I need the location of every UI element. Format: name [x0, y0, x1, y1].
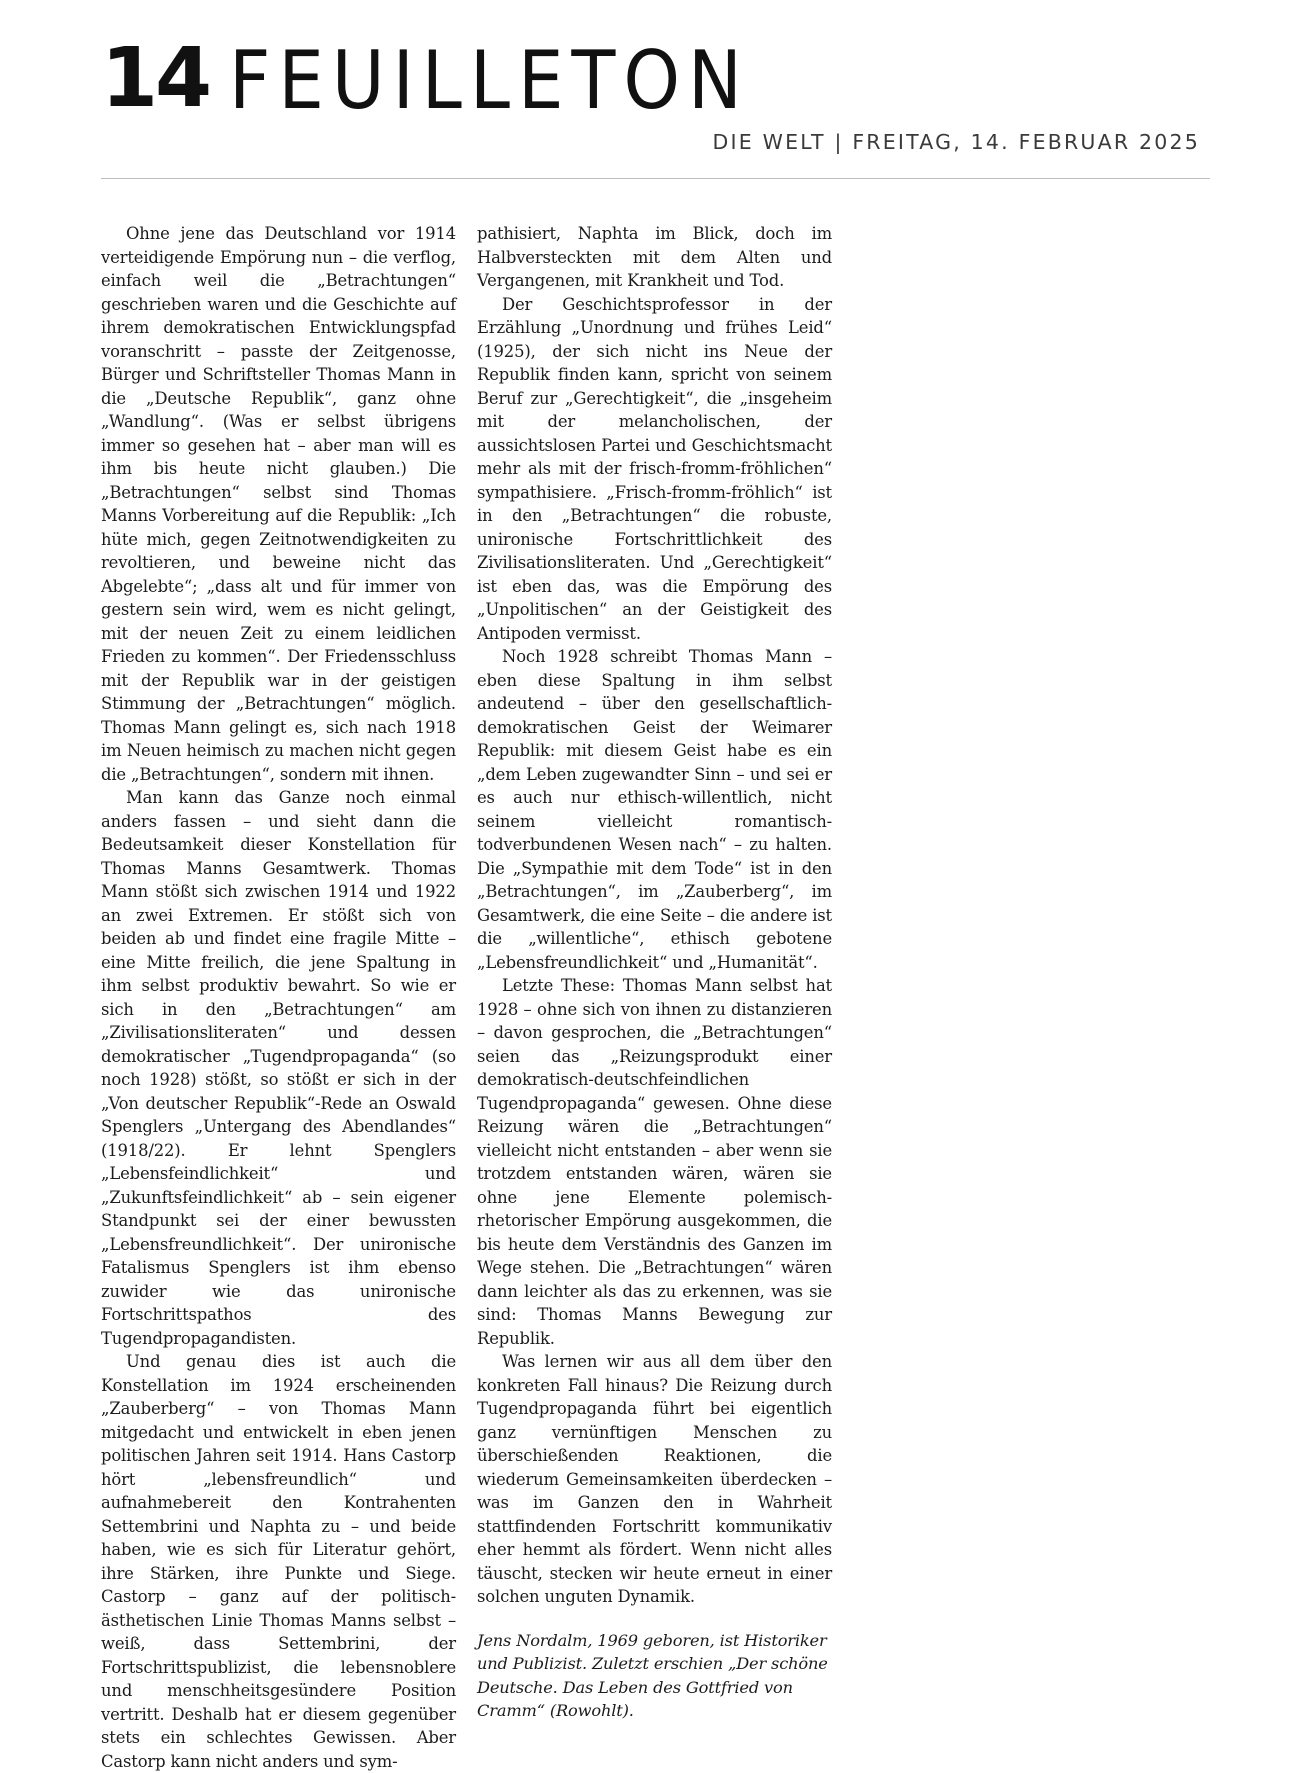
paragraph: Was lernen wir aus all dem über den konkreten Fall hinaus? Die Reizung durch Tugendpropaganda führt bei eigentlich ganz vernünftigen Menschen zu überschießenden Reaktionen, die wiederum Gemeinsamkeiten überdecken – was im Ganzen den in Wahrheit stattfindenden Fortschritt kommunikativ eher hemmt als fördert. Wenn nicht alles täuscht, stecken wir heute erneut in einer solchen unguten Dynamik.: [477, 1352, 832, 1606]
header-divider: [101, 178, 1210, 179]
article-column-left: [101, 222, 456, 1773]
paragraph: Noch 1928 schreibt Thomas Mann – eben diese Spaltung in ihm selbst andeutend – über den gesellschaftlich-demokratischen Geist der Weimarer Republik: mit diesem Geist habe es ein „dem Leben zugewandter Sinn – und sei er es auch nur ethisch-willentlich, nicht seinem vielleicht romantisch-todverbundenen Wesen nach“ – zu halten. Die „Sympathie mit dem Tode“ ist in den „Betrachtungen“, im „Zauberberg“, im Gesamtwerk, die eine Seite – die andere ist die „willentliche“, ethisch gebotene „Lebensfreundlichkeit“ und „Humanität“.: [477, 647, 832, 972]
dateline: DIE WELT | FREITAG, 14. FEBRUAR 2025: [712, 130, 1200, 154]
page-number: 14: [101, 31, 210, 126]
paragraph: Ohne jene das Deutschland vor 1914 verteidigende Empörung nun – die verflog, einfach weil die „Betrachtungen“ geschrieben waren und die Geschichte auf ihrem demokratischen Entwicklungspfad voranschritt – passte der Zeitgenosse, Bürger und Schriftsteller Thomas Mann in die „Deutsche Republik“, ganz ohne „Wandlung“. (Was er selbst übrigens immer so gesehen hat – aber man will es ihm bis heute nicht glauben.) Die „Betrachtungen“ selbst sind Thomas Manns Vorbereitung auf die Republik: „Ich hüte mich, gegen Zeitnotwendigkeiten zu revoltieren, und beweine nicht das Abgelebte“; „dass alt und für immer von gestern sein wird, wem es nicht gelingt, mit der neuen Zeit zu einem leidlichen Frieden zu kommen“. Der Friedensschluss mit der Republik war in der geistigen Stimmung der „Betrachtungen“ möglich. Thomas Mann gelingt es, sich nach 1918 im Neuen heimisch zu machen nicht gegen die „Betrachtungen“, sondern mit ihnen.: [101, 224, 456, 784]
paragraph: Und genau dies ist auch die Konstellation im 1924 erscheinenden „Zauberberg“ – von Thomas Mann mitgedacht und entwickelt in eben jenen politischen Jahren seit 1914. Hans Castorp hört „lebensfreundlich“ und aufnahmebereit den Kontrahenten Settembrini und Naphta zu – und beide haben, wie es sich für Literatur gehört, ihre Stärken, ihre Punkte und Siege. Castorp – ganz auf der politisch-ästhetischen Linie Thomas Manns selbst – weiß, dass Settembrini, der Fortschrittspublizist, die lebensnoblere und menschheitsgesündere Position vertritt. Deshalb hat er diesem gegenüber stets ein schlechtes Gewissen. Aber Castorp kann nicht anders und sym-: [101, 1352, 456, 1771]
article-column-right: [477, 222, 832, 1723]
author-bio: Jens Nordalm, 1969 geboren, ist Historiker und Publizist. Zuletzt erschien „Der schöne Deutsche. Das Leben des Gottfried von Cramm“ (Rowohlt).: [477, 1630, 828, 1720]
paragraph: Man kann das Ganze noch einmal anders fassen – und sieht dann die Bedeutsamkeit dieser Konstellation für Thomas Manns Gesamtwerk. Thomas Mann stößt sich zwischen 1914 und 1922 an zwei Extremen. Er stößt sich von beiden ab und findet eine fragile Mitte – eine Mitte freilich, die jene Spaltung in ihm selbst produktiv bewahrt. So wie er sich in den „Betrachtungen“ am „Zivilisationsliteraten“ und dessen demokratischer „Tugendpropaganda“ (so noch 1928) stößt, so stößt er sich in der „Von deutscher Republik“-Rede an Oswald Spenglers „Untergang des Abendlandes“ (1918/22). Er lehnt Spenglers „Lebensfeindlichkeit“ und „Zukunftsfeindlichkeit“ ab – sein eigener Standpunkt sei der einer bewussten „Lebensfreundlichkeit“. Der unironische Fatalismus Spenglers ist ihm ebenso zuwider wie das unironische Fortschrittspathos des Tugendpropagandisten.: [101, 788, 456, 1348]
paragraph: pathisiert, Naphta im Blick, doch im Halbversteckten mit dem Alten und Vergangenen, mit Krankheit und Tod.: [477, 224, 832, 290]
section-title: FEUILLETON: [229, 34, 750, 127]
paragraph: Der Geschichtsprofessor in der Erzählung „Unordnung und frühes Leid“ (1925), der sich nicht ins Neue der Republik finden kann, spricht von seinem Beruf zur „Gerechtigkeit“, die „insgeheim mit der melancholischen, der aussichtslosen Partei und Geschichtsmacht mehr als mit der frisch-fromm-fröhlichen“ sympathisiere. „Frisch-fromm-fröhlich“ ist in den „Betrachtungen“ die robuste, unironische Fortschrittlichkeit des Zivilisationsliteraten. Und „Gerechtigkeit“ ist eben das, was die Empörung des „Unpolitischen“ an der Geistigkeit des Antipoden vermisst.: [477, 294, 832, 643]
paragraph: Letzte These: Thomas Mann selbst hat 1928 – ohne sich von ihnen zu distanzieren – davon gesprochen, die „Betrachtungen“ seien das „Reizungsprodukt einer demokratisch-deutschfeindlichen Tugendpropaganda“ gewesen. Ohne diese Reizung wären die „Betrachtungen“ vielleicht nicht entstanden – aber wenn sie trotzdem entstanden wären, wären sie ohne jene Elemente polemisch-rhetorischer Empörung ausgekommen, die bis heute dem Verständnis des Ganzen im Wege stehen. Die „Betrachtungen“ wären dann leichter als das zu erkennen, was sie sind: Thomas Manns Bewegung zur Republik.: [477, 976, 832, 1348]
